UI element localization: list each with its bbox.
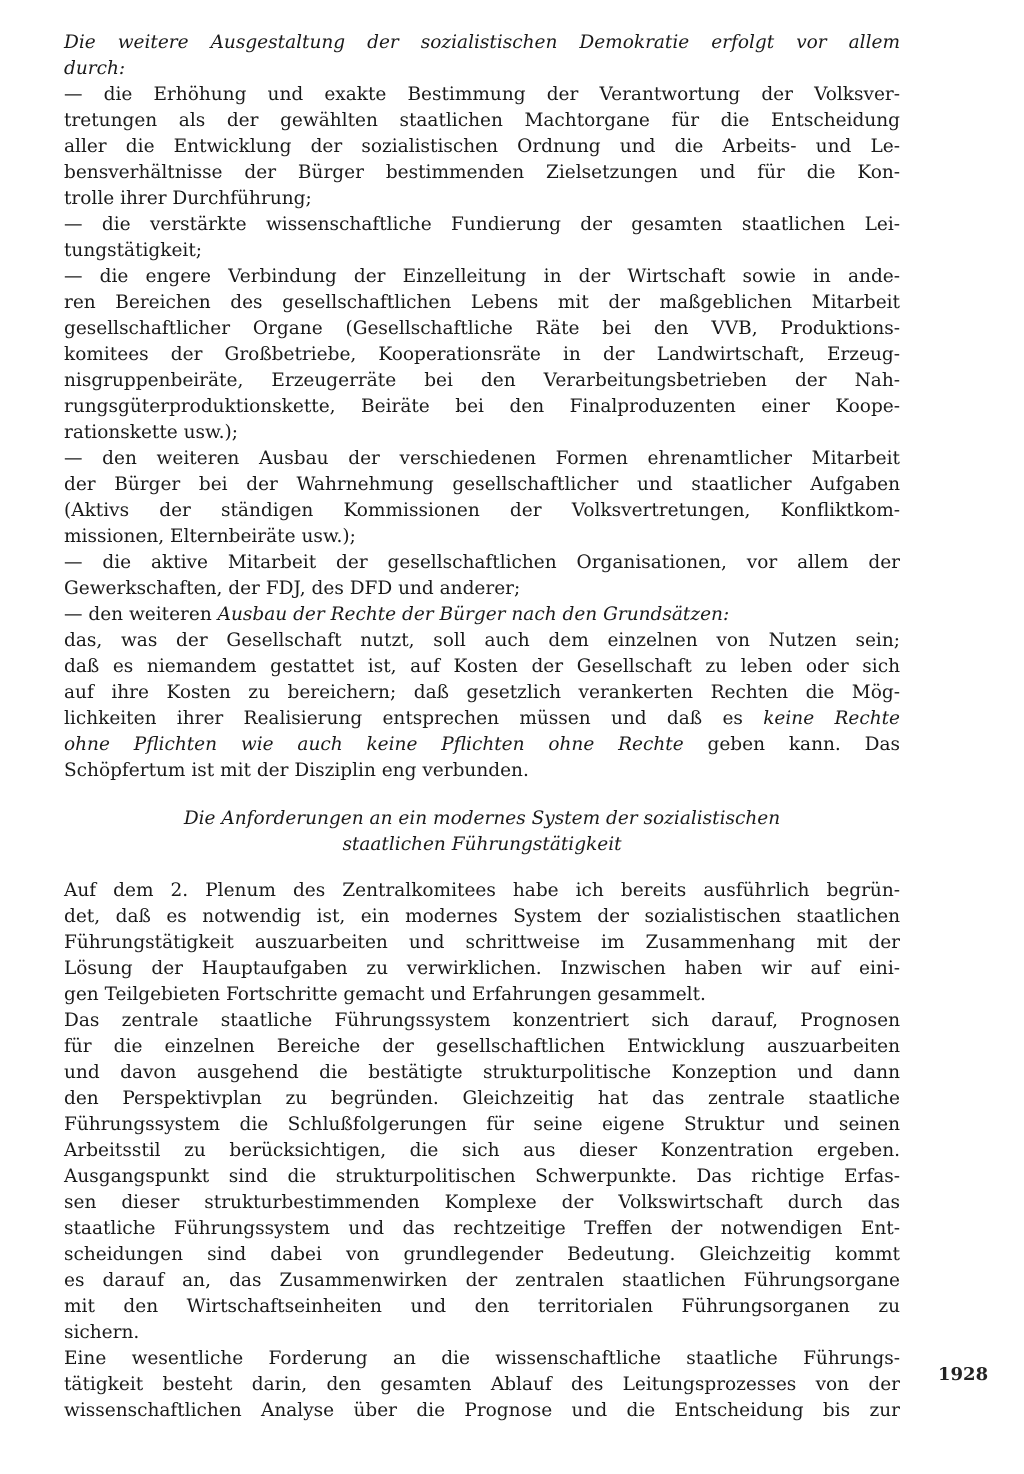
paragraph-line: sen dieser strukturbestimmenden Komplexe der Volkswirtschaft durch das [64, 1192, 900, 1213]
paragraph-line: scheidungen sind dabei von grundlegender Bedeutung. Gleichzeitig kommt [64, 1244, 900, 1265]
intro-line: durch: [64, 58, 126, 79]
list-line: tungstätigkeit; [64, 240, 203, 261]
intro-text [64, 30, 900, 82]
list-line: Gewerkschaften, der FDJ, des DFD und anderer; [64, 578, 521, 599]
paragraph-line: gen Teilgebieten Fortschritte gemacht und Erfahrungen gesammelt. [64, 984, 706, 1005]
rights-line [64, 732, 900, 758]
list-line: — die verstärkte wissenschaftliche Fundierung der gesamten staatlichen Lei- [64, 214, 900, 235]
list-line: komitees der Großbetriebe, Kooperationsräte in der Landwirtschaft, Erzeug- [64, 344, 900, 365]
spacer [64, 858, 900, 878]
paragraph-line: Ausgangspunkt sind die strukturpolitischen Schwerpunkte. Das richtige Erfas- [64, 1166, 900, 1187]
rights-line4-prefix: lichkeiten ihrer Realisierung entsprechen müssen und daß es [64, 708, 764, 729]
section-heading [64, 806, 900, 858]
paragraph-line: Eine wesentliche Forderung an die wissenschaftliche staatliche Führungs- [64, 1348, 900, 1369]
paragraph-line: mit den Wirtschaftseinheiten und den territorialen Führungsorganen zu [64, 1296, 900, 1317]
paragraph-line: für die einzelnen Bereiche der gesellschaftlichen Entwicklung auszuarbeiten [64, 1036, 900, 1057]
paragraph-line: sichern. [64, 1322, 140, 1343]
paragraph-2 [64, 1008, 900, 1346]
rights-line5-italic: ohne Pflichten wie auch keine Pflichten ohne Rechte [64, 734, 684, 755]
rights-prefix: — den weiteren [64, 604, 218, 625]
list-line: — die Erhöhung und exakte Bestimmung der Verantwortung der Volksver- [64, 84, 900, 105]
paragraph-line: Auf dem 2. Plenum des Zentralkomitees habe ich bereits ausführlich begrün- [64, 880, 900, 901]
rights-line5-suffix: geben kann. Das [683, 734, 900, 755]
rights-line: auf ihre Kosten zu bereichern; daß gesetzlich verankerten Rechten die Mög- [64, 682, 900, 703]
list-line: tretungen als der gewählten staatlichen Machtorgane für die Entscheidung [64, 110, 900, 131]
paragraph-line: den Perspektivplan zu begründen. Gleichzeitig hat das zentrale staatliche [64, 1088, 900, 1109]
paragraph-line: tätigkeit besteht darin, den gesamten Ablauf des Leitungsprozesses von der [64, 1374, 900, 1395]
paragraph-3 [64, 1346, 900, 1424]
paragraph-line: Lösung der Hauptaufgaben zu verwirklichen. Inzwischen haben wir auf eini- [64, 958, 900, 979]
rights-line: das, was der Gesellschaft nutzt, soll auch dem einzelnen von Nutzen sein; [64, 630, 900, 651]
rights-line: daß es niemandem gestattet ist, auf Kosten der Gesellschaft zu leben oder sich [64, 656, 900, 677]
rights-line4-italic: keine Rechte [763, 708, 900, 729]
list-line: bensverhältnisse der Bürger bestimmenden Zielsetzungen und für die Kon- [64, 162, 900, 183]
list-line: rungsgüterproduktionskette, Beiräte bei den Finalproduzenten einer Koope- [64, 396, 900, 417]
list-line: missionen, Elternbeiräte usw.); [64, 526, 356, 547]
paragraph-line: staatliche Führungssystem und das rechtzeitige Treffen der notwendigen Ent- [64, 1218, 900, 1239]
rights-intro-line [64, 602, 900, 628]
paragraph-line: det, daß es notwendig ist, ein modernes System der sozialistischen staatlichen [64, 906, 900, 927]
paragraph-line: Führungssystem die Schlußfolgerungen für seine eigene Struktur und seinen [64, 1114, 900, 1135]
list-line: — die engere Verbindung der Einzelleitung in der Wirtschaft sowie in ande- [64, 266, 900, 287]
page-number: 1928 [938, 1364, 989, 1385]
intro-line: Die weitere Ausgestaltung der sozialistischen Demokratie erfolgt vor allem [64, 32, 900, 53]
paragraph-line: wissenschaftlichen Analyse über die Prognose und die Entscheidung bis zur [64, 1400, 900, 1421]
list-line: rationskette usw.); [64, 422, 239, 443]
rights-italic: Ausbau der Rechte der Bürger nach den Grundsätzen: [217, 604, 730, 625]
list-line: gesellschaftlicher Organe (Gesellschaftliche Räte bei den VVB, Produktions- [64, 318, 900, 339]
list-line: trolle ihrer Durchführung; [64, 188, 312, 209]
heading-line: staatlichen Führungstätigkeit [342, 834, 622, 855]
paragraph-1 [64, 878, 900, 1008]
document-page [64, 30, 900, 1424]
list-line: ren Bereichen des gesellschaftlichen Lebens mit der maßgeblichen Mitarbeit [64, 292, 900, 313]
paragraph-line: und davon ausgehend die bestätigte strukturpolitische Konzeption und dann [64, 1062, 900, 1083]
list-line: — den weiteren Ausbau der verschiedenen Formen ehrenamtlicher Mitarbeit [64, 448, 900, 469]
spacer [64, 784, 900, 806]
rights-line [64, 706, 900, 732]
list-block [64, 82, 900, 784]
list-line: der Bürger bei der Wahrnehmung gesellschaftlicher und staatlicher Aufgaben [64, 474, 900, 495]
paragraph-line: Arbeitsstil zu berücksichtigen, die sich aus dieser Konzentration ergeben. [64, 1140, 900, 1161]
list-line: (Aktivs der ständigen Kommissionen der Volksvertretungen, Konfliktkom- [64, 500, 900, 521]
rights-line: Schöpfertum ist mit der Disziplin eng verbunden. [64, 760, 529, 781]
heading-line: Die Anforderungen an ein modernes System der sozialistischen [183, 808, 781, 829]
paragraph-line: Führungstätigkeit auszuarbeiten und schrittweise im Zusammenhang mit der [64, 932, 900, 953]
paragraph-line: es darauf an, das Zusammenwirken der zentralen staatlichen Führungsorgane [64, 1270, 900, 1291]
paragraph-line: Das zentrale staatliche Führungssystem konzentriert sich darauf, Prognosen [64, 1010, 900, 1031]
list-line: aller die Entwicklung der sozialistischen Ordnung und die Arbeits- und Le- [64, 136, 900, 157]
list-line: — die aktive Mitarbeit der gesellschaftlichen Organisationen, vor allem der [64, 552, 900, 573]
list-line: nisgruppenbeiräte, Erzeugerräte bei den Verarbeitungsbetrieben der Nah- [64, 370, 900, 391]
